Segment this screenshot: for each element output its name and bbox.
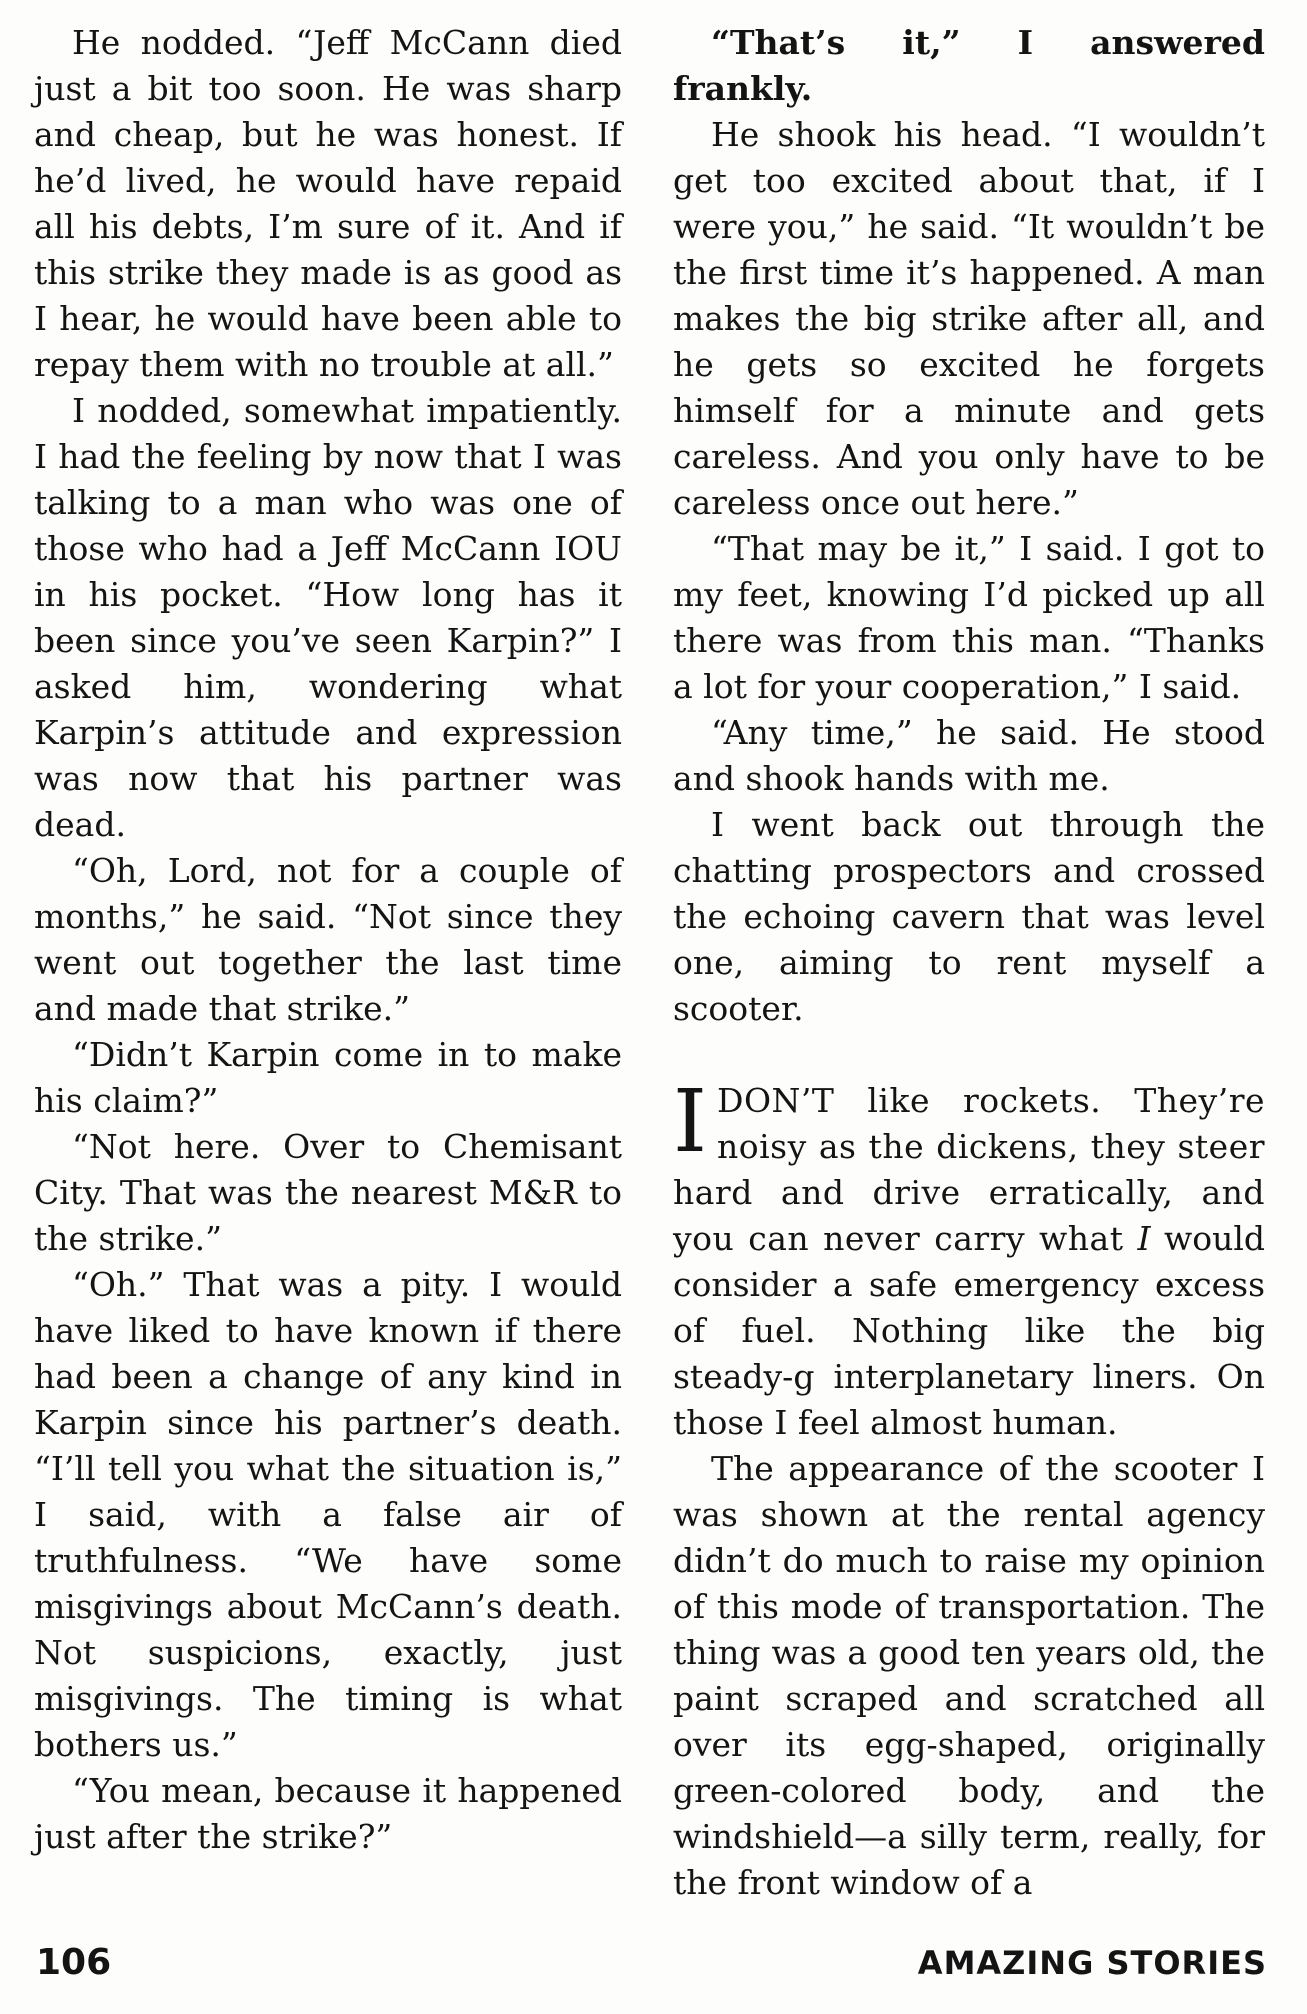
paragraph: He nodded. “Jeff McCann died just a bit too soon. He was sharp and cheap, but he was honest. If he’d lived, he would have repaid all his debts, I’m sure of it. And if this strike they made is as good as I hear, he would have been able to repay them with no trouble at all.” [34, 23, 622, 384]
paragraph: “Any time,” he said. He stood and shook hands with me. [673, 713, 1265, 798]
paragraph: “You mean, because it happened just after the strike?” [34, 1771, 622, 1856]
paragraph: “That may be it,” I said. I got to my feet, knowing I’d picked up all there was from this man. “Thanks a lot for your cooperation,” I said. [673, 529, 1265, 706]
paragraph: “Not here. Over to Chemisant City. That was the nearest M&R to the strike.” [34, 1127, 622, 1258]
dropcap-text-part1: DON’T like rockets. They’re noisy as the dickens, they steer hard and drive erratically, and you can never carry what [673, 1081, 1265, 1258]
paragraph: “Oh, Lord, not for a couple of months,” he said. “Not since they went out together the last time and made that strike.” [34, 851, 622, 1028]
page-number: 106 [36, 1942, 112, 1983]
right-column [673, 20, 1265, 1906]
dropcap-letter: I [673, 1072, 707, 1172]
dropcap-text-part2: would consider a safe emergency excess of fuel. Nothing like the big steady-g interplanetary liners. On those I feel almost human. [673, 1219, 1265, 1442]
left-column [34, 20, 622, 1860]
paragraph: I went back out through the chatting prospectors and crossed the echoing cavern that was level one, aiming to rent myself a scooter. [673, 805, 1265, 1028]
paragraph: I nodded, somewhat impatiently. I had the feeling by now that I was talking to a man who was one of those who had a Jeff McCann IOU in his pocket. “How long has it been since you’ve seen Karpin?” I asked him, wondering what Karpin’s attitude and expression was now that his partner was dead. [34, 391, 622, 844]
paragraph: “Didn’t Karpin come in to make his claim?” [34, 1035, 622, 1120]
paragraph: “That’s it,” I answered frankly. [673, 23, 1265, 108]
section-break [673, 1032, 1265, 1078]
paragraph: “Oh.” That was a pity. I would have liked to have known if there had been a change of any kind in Karpin since his partner’s death. “I’ll tell you what the situation is,” I said, with a false air of truthfulness. “We have some misgivings about McCann’s death. Not suspicions, exactly, just misgivings. The timing is what bothers us.” [34, 1265, 622, 1764]
dropcap-italic-word: I [1137, 1219, 1151, 1258]
dropcap-paragraph [673, 1072, 1265, 1446]
paragraph: The appearance of the scooter I was shown at the rental agency didn’t do much to raise my opinion of this mode of transportation. The thing was a good ten years old, the paint scraped and scratched all over its egg-shaped, originally green-colored body, and the windshield—a silly term, really, for the front window of a [673, 1449, 1265, 1902]
paragraph: He shook his head. “I wouldn’t get too excited about that, if I were you,” he said. “It wouldn’t be the first time it’s happened. A man makes the big strike after all, and he gets so excited he forgets himself for a minute and gets careless. And you only have to be careless once out here.” [673, 115, 1265, 522]
magazine-title: AMAZING STORIES [917, 1944, 1267, 1982]
